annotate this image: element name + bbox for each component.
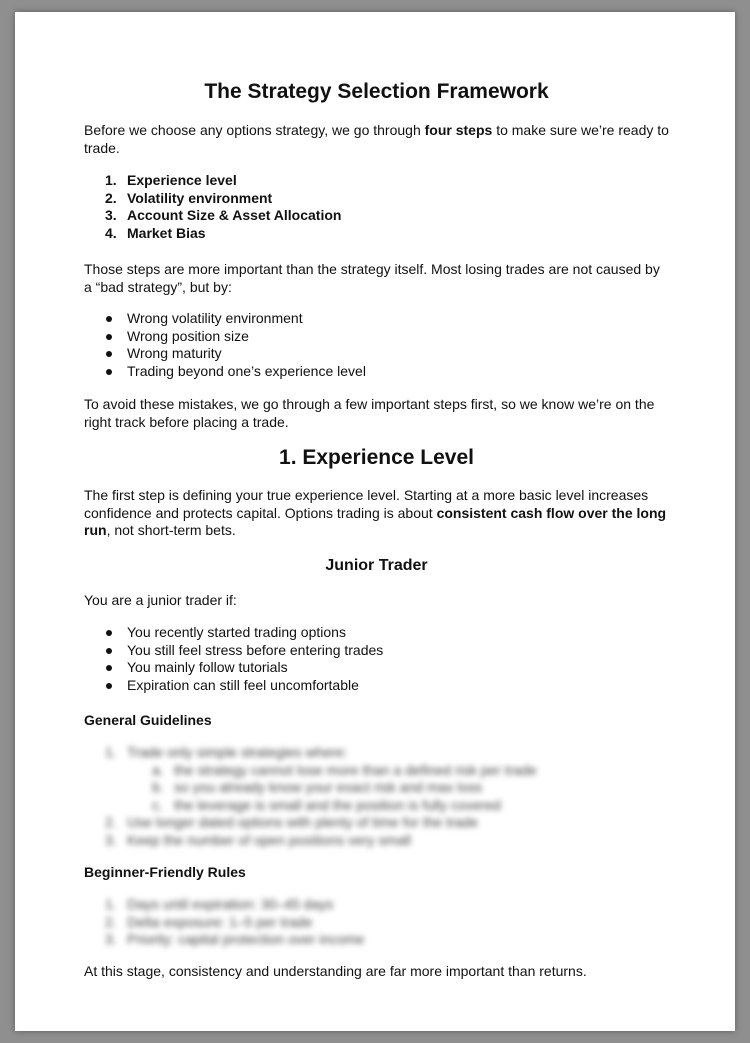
list-item-text: Days until expiration: 30–45 days xyxy=(127,896,334,912)
experience-text-before: The first step is defining your true experience level. Starting at a more basic level increases confidence and protects capital. Options trading is about xyxy=(84,487,649,521)
closing-paragraph: At this stage, consistency and understanding are far more important than returns. xyxy=(84,963,587,979)
beginner-rules-heading: Beginner-Friendly Rules xyxy=(84,864,246,880)
list-number: 2. xyxy=(105,814,117,830)
list-item-text: Market Bias xyxy=(127,224,206,241)
experience-paragraph xyxy=(84,487,669,540)
list-item-text: Wrong volatility environment xyxy=(127,310,303,326)
list-item xyxy=(84,931,669,949)
bullet-icon xyxy=(106,316,112,322)
list-item xyxy=(84,914,669,932)
list-item xyxy=(84,762,669,780)
intro-text-after: to make sure we’re ready to trade. xyxy=(84,122,669,156)
experience-text-bold: consistent cash flow over the long run xyxy=(84,504,667,538)
list-number: 2. xyxy=(105,913,117,930)
list-item-text: You mainly follow tutorials xyxy=(127,659,288,675)
bullet-icon xyxy=(106,351,112,357)
list-item-text: Volatility environment xyxy=(127,189,273,206)
list-item xyxy=(84,744,669,762)
list-item xyxy=(84,225,669,243)
list-item-text: Trade only simple strategies where: xyxy=(127,744,348,760)
list-item xyxy=(84,310,669,328)
list-item-text: Wrong position size xyxy=(127,327,249,344)
list-item-text: Priority: capital protection over income xyxy=(127,931,365,947)
intro-text-bold: four steps xyxy=(424,122,493,138)
list-number: a. xyxy=(152,761,164,778)
guidelines-list-blurred xyxy=(84,744,669,849)
subheading-junior-trader: Junior Trader xyxy=(325,557,428,574)
list-item xyxy=(84,363,669,381)
bullet-icon xyxy=(106,334,112,340)
list-item-text: Experience level xyxy=(127,172,237,188)
list-item xyxy=(84,832,669,850)
list-number: b. xyxy=(152,779,164,795)
list-item-text: the leverage is small and the position is fully covered xyxy=(174,796,501,813)
avoid-paragraph: To avoid these mistakes, we go through a few important steps first, so we know we’re on the right track before placing a trade. xyxy=(84,396,655,430)
list-number: 3. xyxy=(105,831,117,848)
list-item-text: Wrong maturity xyxy=(127,345,222,361)
list-item-text: Trading beyond one’s experience level xyxy=(127,362,366,379)
list-number: 1. xyxy=(105,744,117,760)
list-number: 2. xyxy=(105,189,117,206)
list-item-text: Account Size & Asset Allocation xyxy=(127,207,342,223)
document-page xyxy=(15,12,735,1031)
list-item-text: Use longer dated options with plenty of time for the trade xyxy=(127,814,478,830)
list-item xyxy=(84,190,669,208)
list-item-text: so you already know your exact risk and max loss xyxy=(174,779,483,795)
list-item-text: Delta exposure: 1–5 per trade xyxy=(127,913,313,930)
intro-paragraph xyxy=(84,122,669,157)
list-number: 1. xyxy=(105,172,117,188)
steps-list xyxy=(84,172,669,242)
causes-list xyxy=(84,310,669,380)
list-item-text: You recently started trading options xyxy=(127,624,346,640)
list-item xyxy=(84,779,669,797)
steps-note-paragraph: Those steps are more important than the strategy itself. Most losing trades are not caused by a “bad strategy”, but by: xyxy=(84,261,660,295)
section-heading-experience: 1. Experience Level xyxy=(279,446,474,469)
list-item xyxy=(84,328,669,346)
list-item xyxy=(84,172,669,190)
junior-criteria-list xyxy=(84,624,669,694)
list-item xyxy=(84,896,669,914)
list-number: 1. xyxy=(105,896,117,912)
list-item xyxy=(84,814,669,832)
general-guidelines-heading: General Guidelines xyxy=(84,712,212,728)
list-item xyxy=(84,345,669,363)
list-item-text: Keep the number of open positions very small xyxy=(127,831,412,848)
junior-lead: You are a junior trader if: xyxy=(84,592,237,608)
list-item xyxy=(84,797,669,815)
bullet-icon xyxy=(106,683,112,689)
list-item xyxy=(84,677,669,695)
list-item-text: Expiration can still feel uncomfortable xyxy=(127,676,359,693)
bullet-icon xyxy=(106,630,112,636)
list-item xyxy=(84,642,669,660)
list-item xyxy=(84,659,669,677)
list-item-text: You still feel stress before entering trades xyxy=(127,641,384,658)
bullet-icon xyxy=(106,648,112,654)
bullet-icon xyxy=(106,369,112,375)
list-number: c. xyxy=(152,796,163,813)
experience-text-after: , not short-term bets. xyxy=(106,522,236,538)
list-number: 4. xyxy=(105,224,117,241)
list-item xyxy=(84,624,669,642)
list-number: 3. xyxy=(105,207,117,223)
list-item xyxy=(84,207,669,225)
bullet-icon xyxy=(106,665,112,671)
list-number: 3. xyxy=(105,931,117,947)
document-title: The Strategy Selection Framework xyxy=(204,80,549,103)
intro-text-before: Before we choose any options strategy, we go through xyxy=(84,122,425,138)
rules-list-blurred xyxy=(84,896,669,949)
list-item-text: the strategy cannot lose more than a defined risk per trade xyxy=(174,761,537,778)
